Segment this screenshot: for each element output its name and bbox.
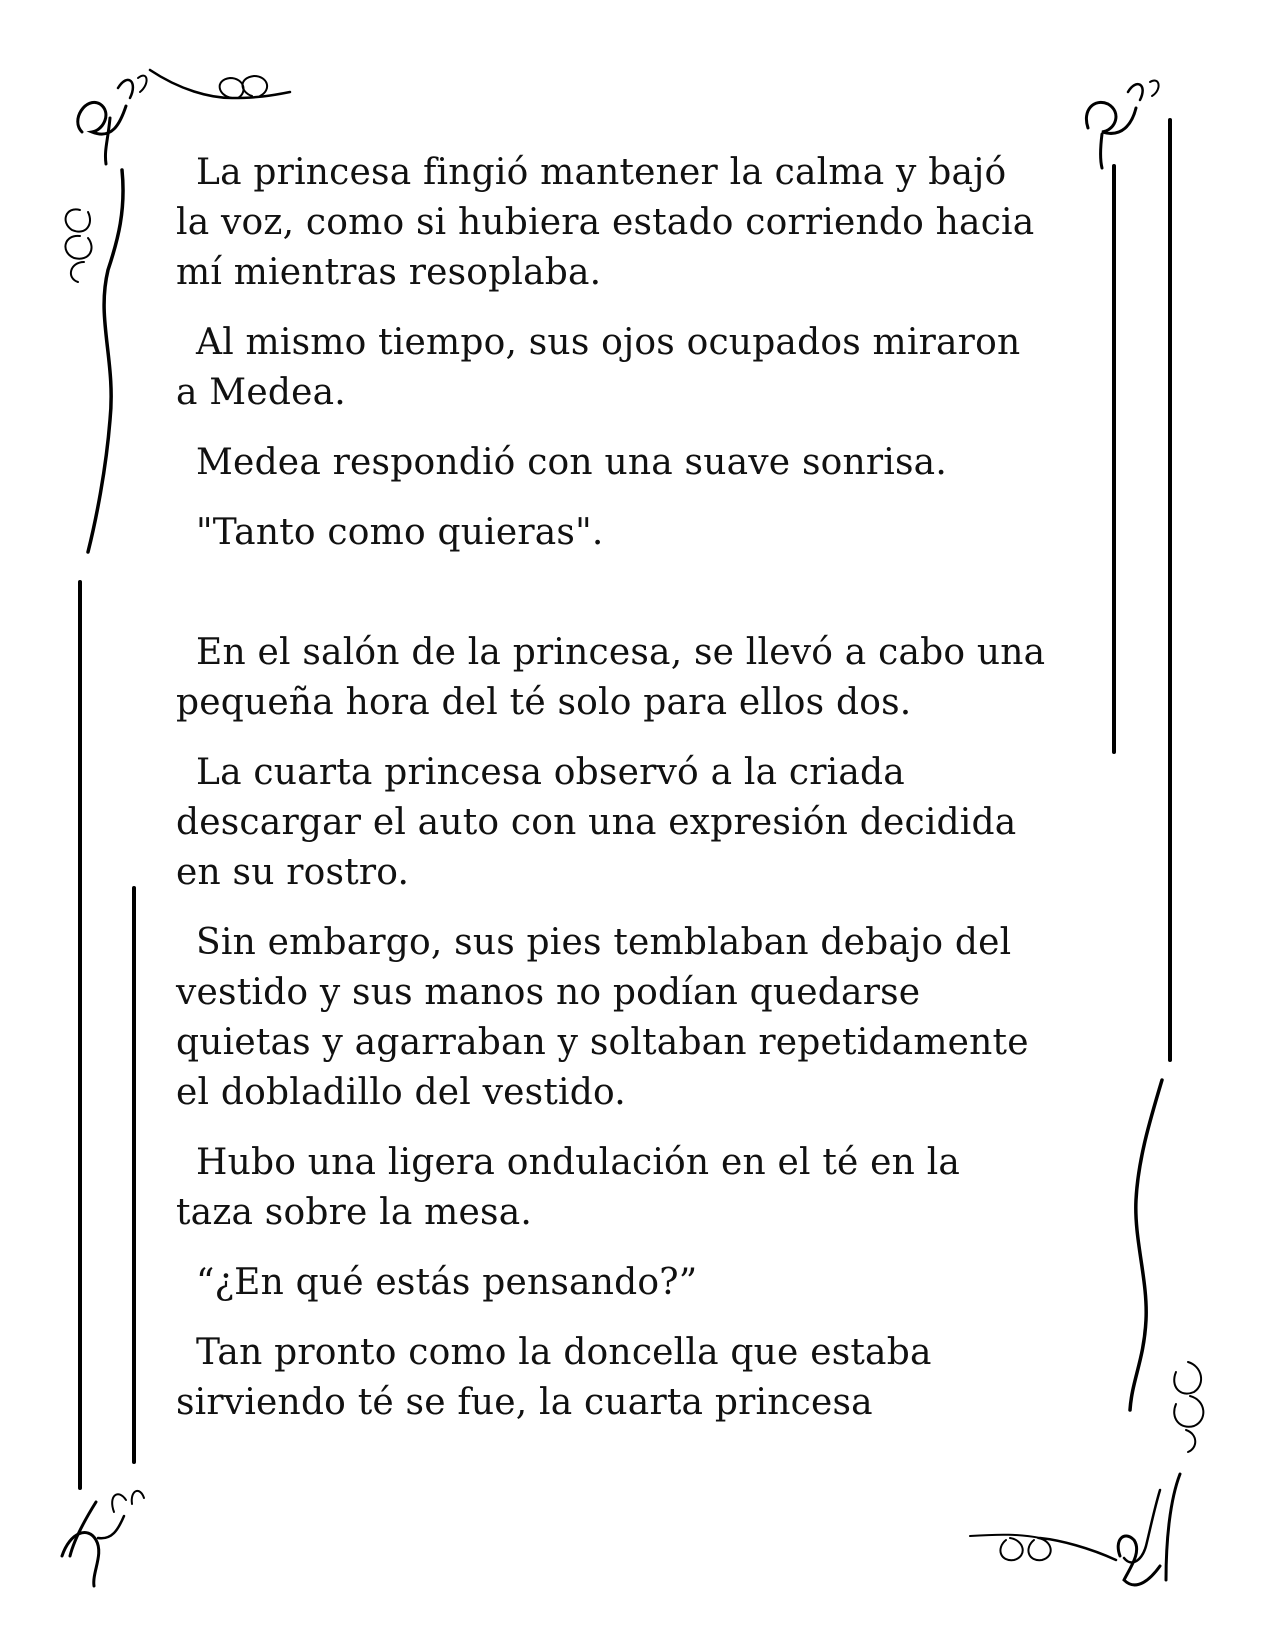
bottom-left-flourish-icon (62, 1491, 144, 1586)
paragraph-2: Al mismo tiempo, sus ojos ocupados miraron a Medea. (176, 322, 1021, 413)
top-right-flourish-icon (1086, 81, 1158, 168)
paragraph-8: Hubo una ligera ondulación en el té en la taza sobre la mesa. (176, 1142, 961, 1233)
document-body (176, 148, 1076, 1448)
paragraph-7: Sin embargo, sus pies temblaban debajo del vestido y sus manos no podían quedarse quietas y agarraban y soltaban repetidamente el dobladillo del vestido. (176, 922, 1029, 1113)
paragraph-10: Tan pronto como la doncella que estaba sirviendo té se fue, la cuarta princesa (176, 1332, 932, 1423)
paragraph-6: La cuarta princesa observó a la criada descargar el auto con una expresión decidida en su rostro. (176, 752, 1017, 893)
paragraph-9: “¿En qué estás pensando?” (196, 1262, 698, 1303)
paragraph-3: Medea respondió con una suave sonrisa. (196, 442, 947, 483)
paragraph-4: "Tanto como quieras". (196, 512, 604, 553)
paragraph-5: En el salón de la princesa, se llevó a cabo una pequeña hora del té solo para ellos dos. (176, 632, 1046, 723)
paragraph-1: La princesa fingió mantener la calma y bajó la voz, como si hubiera estado corriendo hacia mí mientras resoplaba. (176, 152, 1035, 293)
